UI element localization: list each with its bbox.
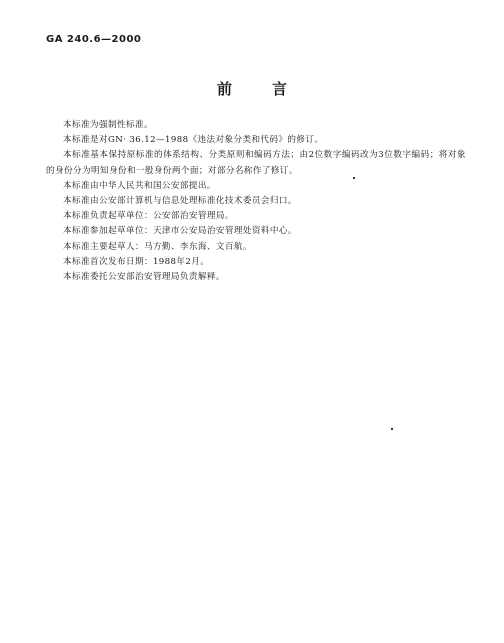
scan-speck [391, 428, 393, 430]
paragraph-interpretation: 本标准委托公安部治安管理局负责解释。 [63, 272, 225, 283]
paragraph-main-drafters: 本标准主要起草人：马方勤、李东海、文百航。 [63, 241, 252, 252]
scan-speck [353, 177, 355, 179]
standard-code: GA 240.6—2000 [46, 34, 142, 45]
paragraph-mandatory: 本标准为强制性标准。 [63, 120, 153, 130]
paragraph-participating-unit: 本标准参加起草单位：天津市公安局治安管理处资料中心。 [63, 226, 297, 237]
paragraph-changes: 本标准基本保持原标准的体系结构、分类原则和编码方法；由2位数字编码改为3位数字编码；将对象的身份分为明知身份和一般身份两个面；对部分名称作了修订。 [46, 150, 466, 176]
foreword-body [46, 118, 466, 285]
paragraph-proposed-by: 本标准由中华人民共和国公安部提出。 [63, 180, 216, 191]
foreword-title: 前言 [216, 80, 327, 98]
paragraph-revision: 本标准是对GN· 36.12—1988《违法对象分类和代码》的修订。 [63, 135, 324, 146]
paragraph-first-release: 本标准首次发布日期：1988年2月。 [63, 256, 210, 267]
paragraph-drafting-unit: 本标准负责起草单位：公安部治安管理局。 [63, 211, 234, 222]
paragraph-centralized-by: 本标准由公安部计算机与信息处理标准化技术委员会归口。 [63, 196, 297, 207]
